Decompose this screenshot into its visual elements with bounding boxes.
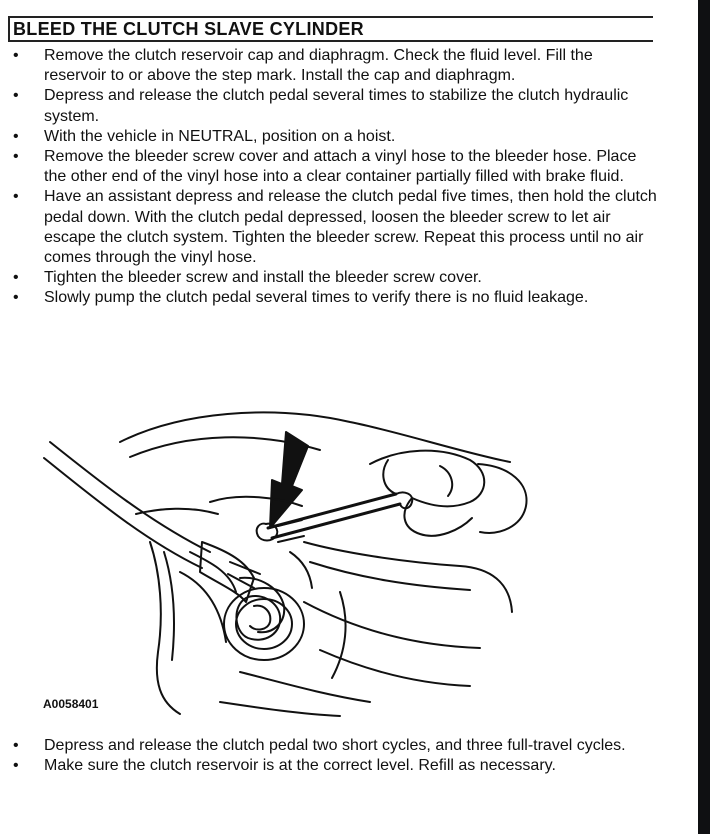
bullet-icon: • (13, 47, 19, 64)
bullet-icon: • (13, 87, 19, 105)
list-item: • With the vehicle in NEUTRAL, position on a hoist. (8, 127, 658, 147)
list-item: • Remove the clutch reservoir cap and diaphragm. Check the fluid level. Fill the reservoir to or above the step mark. Install the cap and diaphragm. (13, 47, 593, 85)
bullet-icon: • (13, 148, 19, 166)
bullet-icon: • (13, 737, 19, 754)
steps-list-before (8, 46, 658, 309)
list-item: • Slowly pump the clutch pedal several times to verify there is no fluid leakage. (8, 288, 658, 308)
bullet-icon: • (13, 269, 19, 287)
bleeder-screw-illustration (40, 402, 540, 720)
list-item: • Depress and release the clutch pedal several times to stabilize the clutch hydraulic system. (13, 87, 629, 125)
steps-list-after (8, 736, 658, 776)
list-item: • Make sure the clutch reservoir is at the correct level. Refill as necessary. (8, 756, 658, 776)
page-title: BLEED THE CLUTCH SLAVE CYLINDER (13, 19, 364, 39)
list-item: • Tighten the bleeder screw and install the bleeder screw cover. (8, 268, 658, 288)
bullet-icon: • (13, 188, 19, 206)
list-item: • Depress and release the clutch pedal two short cycles, and three full-travel cycles. (8, 736, 658, 756)
bullet-icon: • (13, 289, 19, 307)
list-item: • Remove the bleeder screw cover and attach a vinyl hose to the bleeder hose. Place the other end of the vinyl hose into a clear container partially filled with brake fluid. (13, 148, 637, 186)
figure-label: A0058401 (43, 697, 99, 711)
bullet-icon: • (13, 757, 19, 775)
list-item: • Have an assistant depress and release the clutch pedal five times, then hold the clutch pedal down. With the clutch pedal depressed, loosen the bleeder screw to let air escape the clutch system. Tighten the bleeder screw. Repeat this process until no air comes through the vinyl hose. (13, 188, 657, 267)
bullet-icon: • (13, 127, 19, 145)
